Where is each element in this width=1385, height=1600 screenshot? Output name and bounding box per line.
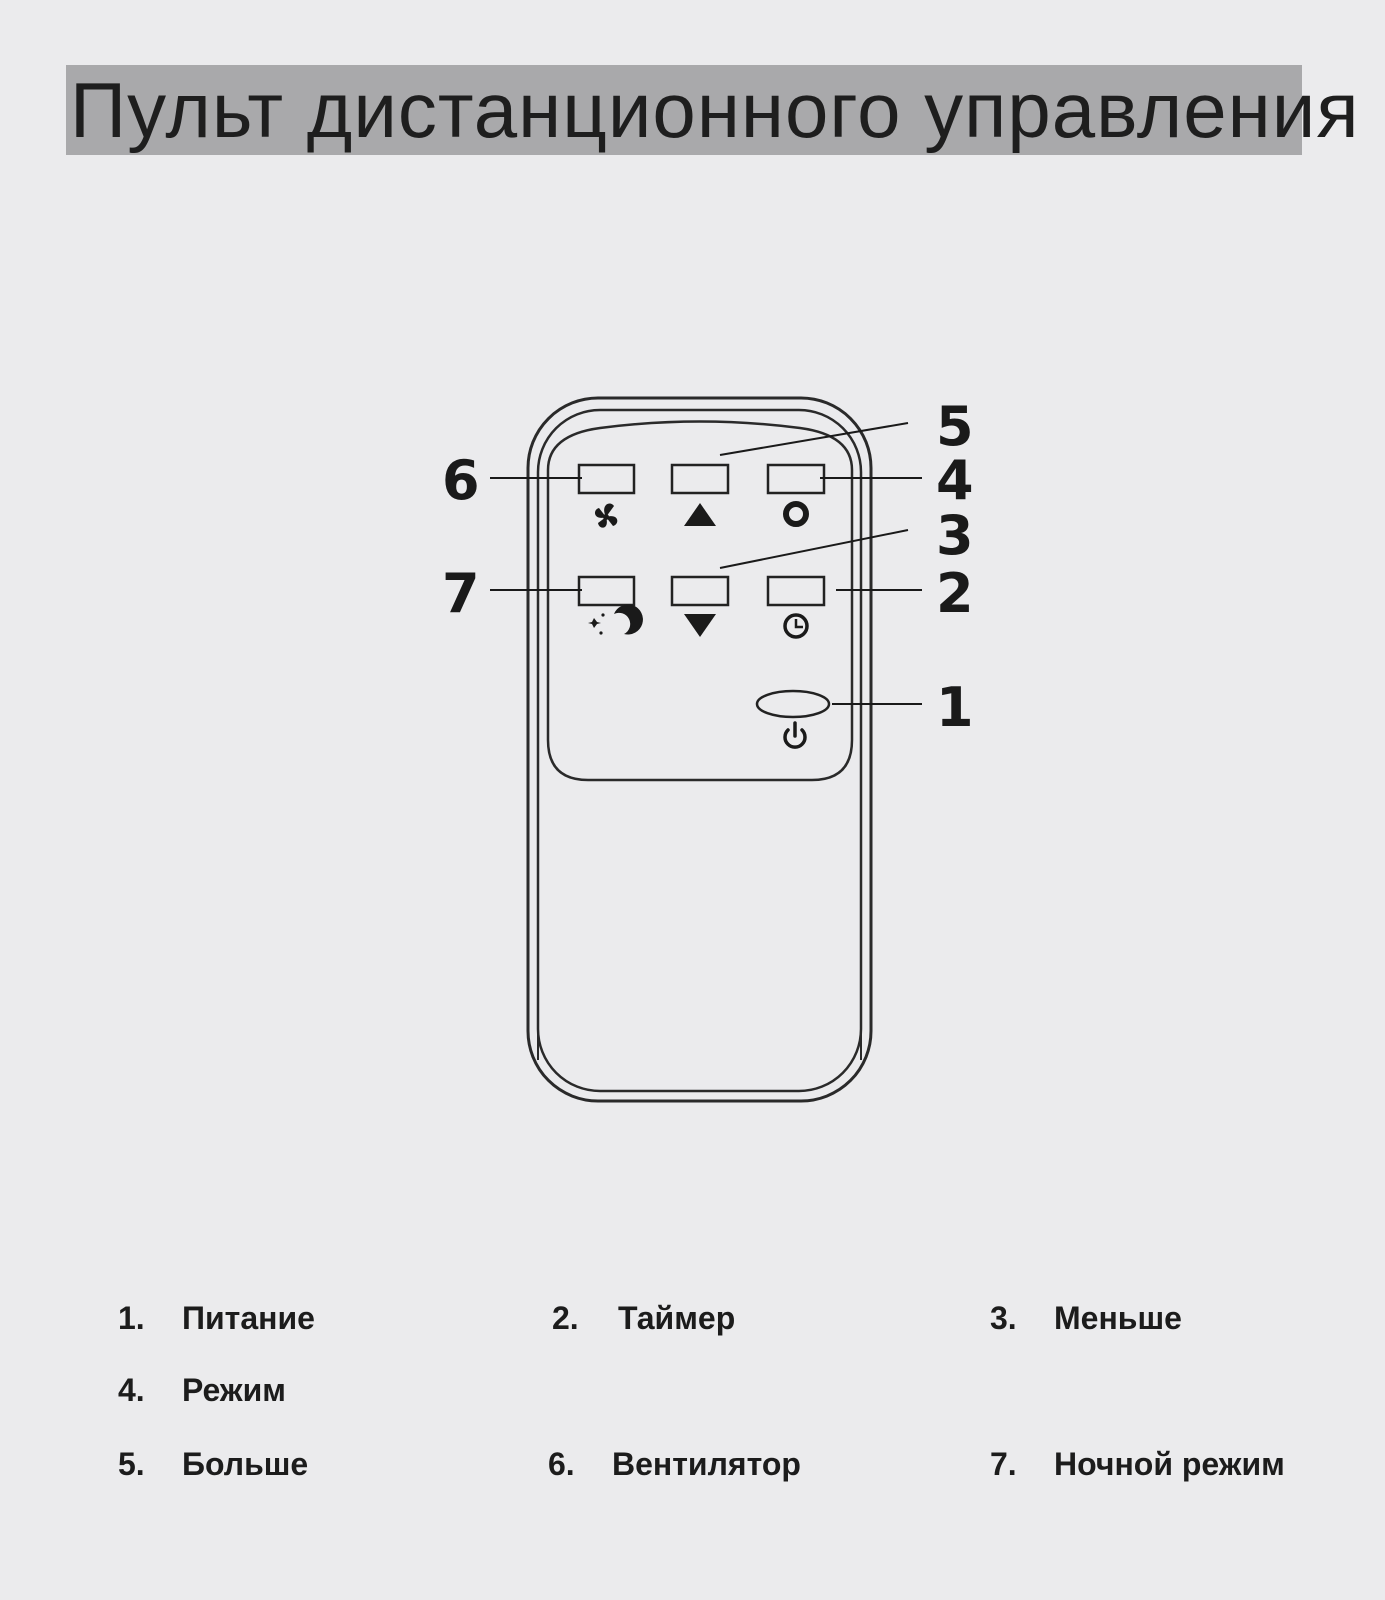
legend-label: Режим	[182, 1372, 286, 1408]
legend-label: Питание	[182, 1300, 315, 1336]
power-icon	[785, 723, 805, 747]
arrow-up-icon	[684, 503, 716, 526]
power-button[interactable]	[757, 691, 829, 717]
callout-5: 5	[936, 395, 974, 458]
mode-button[interactable]	[768, 465, 824, 493]
legend-label: Меньше	[1054, 1300, 1182, 1336]
clock-icon	[785, 615, 807, 637]
callout-2: 2	[936, 562, 974, 625]
button-panel	[548, 422, 852, 781]
callout-line-3	[720, 530, 908, 568]
arrow-down-icon	[684, 614, 716, 637]
fan-button[interactable]	[579, 465, 634, 493]
legend-label: Таймер	[618, 1300, 736, 1336]
legend-number: 4.	[118, 1372, 145, 1408]
sleep-button[interactable]	[579, 577, 634, 605]
callout-6: 6	[442, 449, 480, 512]
timer-button[interactable]	[768, 577, 824, 605]
legend-label: Ночной режим	[1054, 1446, 1285, 1482]
callout-1: 1	[936, 676, 974, 739]
legend-number: 2.	[552, 1300, 579, 1336]
legend-number: 1.	[118, 1300, 145, 1336]
callout-7: 7	[442, 562, 480, 625]
ring-icon	[786, 504, 806, 524]
callout-line-5	[720, 423, 908, 455]
callout-3: 3	[936, 504, 974, 567]
moon-icon	[588, 605, 643, 635]
legend-number: 6.	[548, 1446, 575, 1482]
down-button[interactable]	[672, 577, 728, 605]
legend-number: 7.	[990, 1446, 1017, 1482]
fan-icon	[595, 503, 617, 527]
up-button[interactable]	[672, 465, 728, 493]
legend-label: Больше	[182, 1446, 309, 1482]
remote-body-outer	[528, 398, 871, 1101]
legend-label: Вентилятор	[612, 1446, 801, 1482]
legend-number: 3.	[990, 1300, 1017, 1336]
callout-4: 4	[936, 449, 974, 512]
page-title: Пульт дистанционного управления	[70, 66, 1360, 154]
legend-number: 5.	[118, 1446, 145, 1482]
